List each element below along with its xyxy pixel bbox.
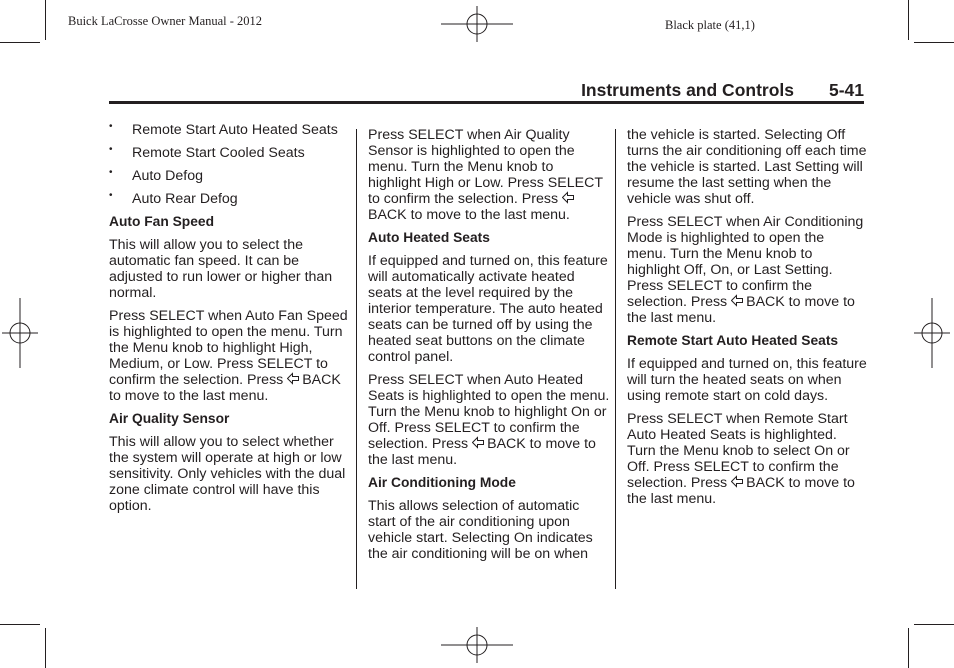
section-header <box>109 80 864 102</box>
heading-air-conditioning-mode: Air Conditioning Mode <box>368 475 516 490</box>
paragraph-text: BACK to move to the last menu. <box>627 294 855 326</box>
heading-auto-fan-speed: Auto Fan Speed <box>109 214 215 229</box>
paragraph-text: Press SELECT when Air Conditioning Mode is highlighted to open the menu. Turn the Menu knob to highlight Off, On, or Last Setting. Press SELECT to confirm the selection. Press <box>627 214 864 310</box>
heading-auto-heated-seats: Auto Heated Seats <box>368 230 490 245</box>
header-rule <box>109 101 864 104</box>
paragraph: If equipped and turned on, this feature will turn the heated seats on when using remote start on cold days. <box>627 356 867 404</box>
heading-air-quality-sensor: Air Quality Sensor <box>109 411 230 426</box>
paragraph-text: BACK to move to the last menu. <box>368 436 596 468</box>
back-arrow-icon <box>731 475 743 488</box>
column-2 <box>368 122 610 569</box>
heading-remote-start-auto-heated-seats: Remote Start Auto Heated Seats <box>627 333 839 348</box>
paragraph-text: Press SELECT when Remote Start Auto Heated Seats is highlighted. Turn the Menu knob to select On or Off. Press SELECT to confirm the selection. Press <box>627 411 850 491</box>
back-arrow-icon <box>562 191 574 204</box>
paragraph: This allows selection of automatic start of the air conditioning upon vehicle start. Selecting On indicates the air conditioning will be on when <box>368 498 593 562</box>
paragraph-text: BACK to move to the last menu. <box>368 207 570 223</box>
back-arrow-icon <box>472 436 484 449</box>
registration-mark-bottom <box>441 627 513 663</box>
list-item: • Auto Defog <box>109 168 349 184</box>
column-divider <box>356 129 357 589</box>
bullet-list <box>109 122 349 207</box>
section-title: Instruments and Controls <box>581 80 794 100</box>
registration-mark-left <box>2 298 38 368</box>
column-3 <box>627 122 867 514</box>
column-1 <box>109 122 349 521</box>
list-item: • Remote Start Cooled Seats <box>109 145 349 161</box>
paragraph <box>368 372 610 468</box>
paragraph: the vehicle is started. Selecting Off turns the air conditioning off each time the vehicle is started. Last Setting will resume the last setting when the vehicle was shut off. <box>627 127 867 207</box>
paragraph <box>627 411 867 507</box>
paragraph <box>368 127 610 223</box>
back-arrow-icon <box>287 372 299 385</box>
paragraph-text: BACK to move to the last menu. <box>627 475 855 507</box>
back-arrow-icon <box>731 294 743 307</box>
paragraph: If equipped and turned on, this feature will automatically activate heated seats at the level required by the interior temperature. The auto heated seats can be turned off by using the heated seat buttons on the climate control panel. <box>368 253 608 365</box>
manual-title: Buick LaCrosse Owner Manual - 2012 <box>68 14 263 28</box>
registration-mark-top <box>441 6 513 42</box>
paragraph <box>109 308 349 404</box>
page-number: 5-41 <box>828 80 864 100</box>
paragraph-text: Press SELECT when Air Quality Sensor is highlighted to open the menu. Turn the Menu knob to highlight High or Low. Press SELECT to confirm the selection. Press <box>368 127 603 207</box>
plate-label: Black plate (41,1) <box>665 18 755 32</box>
paragraph: This will allow you to select the automatic fan speed. It can be adjusted to run lower or higher than normal. <box>109 237 333 301</box>
list-item: • Auto Rear Defog <box>109 191 349 207</box>
paragraph-text: Press SELECT when Auto Heated Seats is highlighted to open the menu. Turn the Menu knob to highlight On or Off. Press SELECT to confirm the selection. Press <box>368 372 610 452</box>
list-item: • Remote Start Auto Heated Seats <box>109 122 349 138</box>
paragraph <box>627 214 867 326</box>
paragraph-text: BACK to move to the last menu. <box>109 372 341 404</box>
registration-mark-right <box>914 298 950 368</box>
paragraph: This will allow you to select whether the system will operate at high or low sensitivity. Only vehicles with the dual zone climate control will have this option. <box>109 434 346 514</box>
column-divider <box>615 129 616 589</box>
paragraph-text: Press SELECT when Auto Fan Speed is highlighted to open the menu. Turn the Menu knob to highlight High, Medium, or Low. Press SELECT to confirm the selection. Press <box>109 308 348 388</box>
